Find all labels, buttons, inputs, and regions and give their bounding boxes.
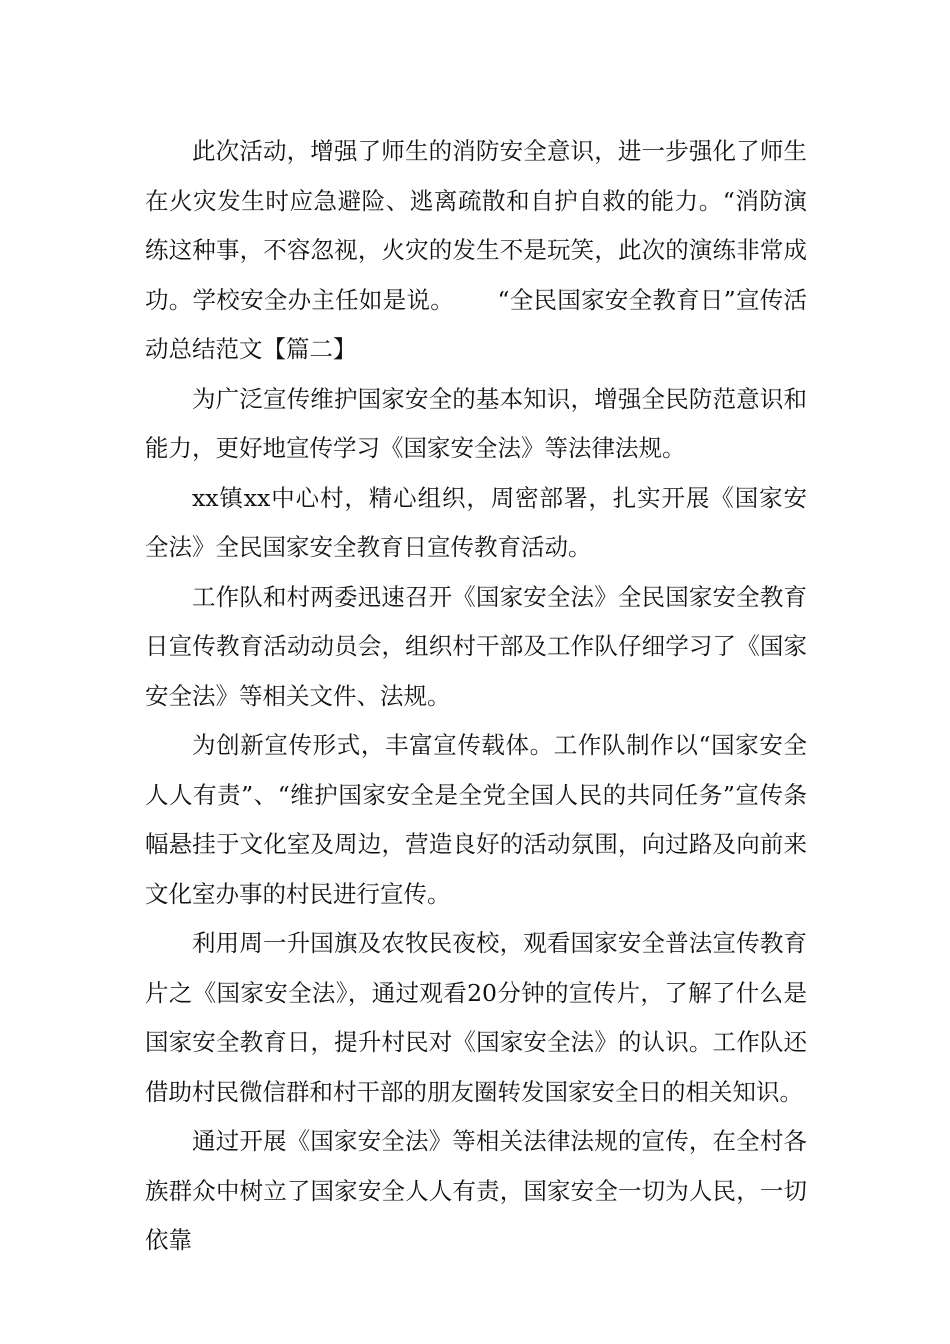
paragraph-2: 为广泛宣传维护国家安全的基本知识，增强全民防范意识和能力，更好地宣传学习《国家安全法》等法律法规。 — [145, 384, 807, 462]
paragraph-4: 工作队和村两委迅速召开《国家安全法》全民国家安全教育日宣传教育活动动员会，组织村干部及工作队仔细学习了《国家安全法》等相关文件、法规。 — [145, 582, 807, 710]
paragraph-5: 为创新宣传形式，丰富宣传载体。工作队制作以“国家安全人人有责”、“维护国家安全是全党全国人民的共同任务”宣传条幅悬挂于文化室及周边，营造良好的活动氛围，向过路及向前来文化室办事的村民进行宣传。 — [145, 731, 807, 908]
paragraph-1: 此次活动，增强了师生的消防安全意识，进一步强化了师生在火灾发生时应急避险、逃离疏散和自护自救的能力。“消防演练这种事，不容忽视，火灾的发生不是玩笑，此次的演练非常成功。学校安全办主任如是说。 “全民国家安全教育日”宣传活动总结范文【篇二】 — [145, 137, 807, 363]
paragraph-7: 通过开展《国家安全法》等相关法律法规的宣传，在全村各族群众中树立了国家安全人人有责，国家安全一切为人民，一切依靠 — [145, 1127, 807, 1254]
paragraph-3: xx镇xx中心村，精心组织，周密部署，扎实开展《国家安全法》全民国家安全教育日宣传教育活动。 — [145, 483, 807, 561]
paragraph-6: 利用周一升国旗及农牧民夜校，观看国家安全普法宣传教育片之《国家安全法》，通过观看20分钟的宣传片，了解了什么是国家安全教育日，提升村民对《国家安全法》的认识。工作队还借助村民微信群和村干部的朋友圈转发国家安全日的相关知识。 — [145, 929, 807, 1106]
document-body — [145, 127, 807, 1266]
